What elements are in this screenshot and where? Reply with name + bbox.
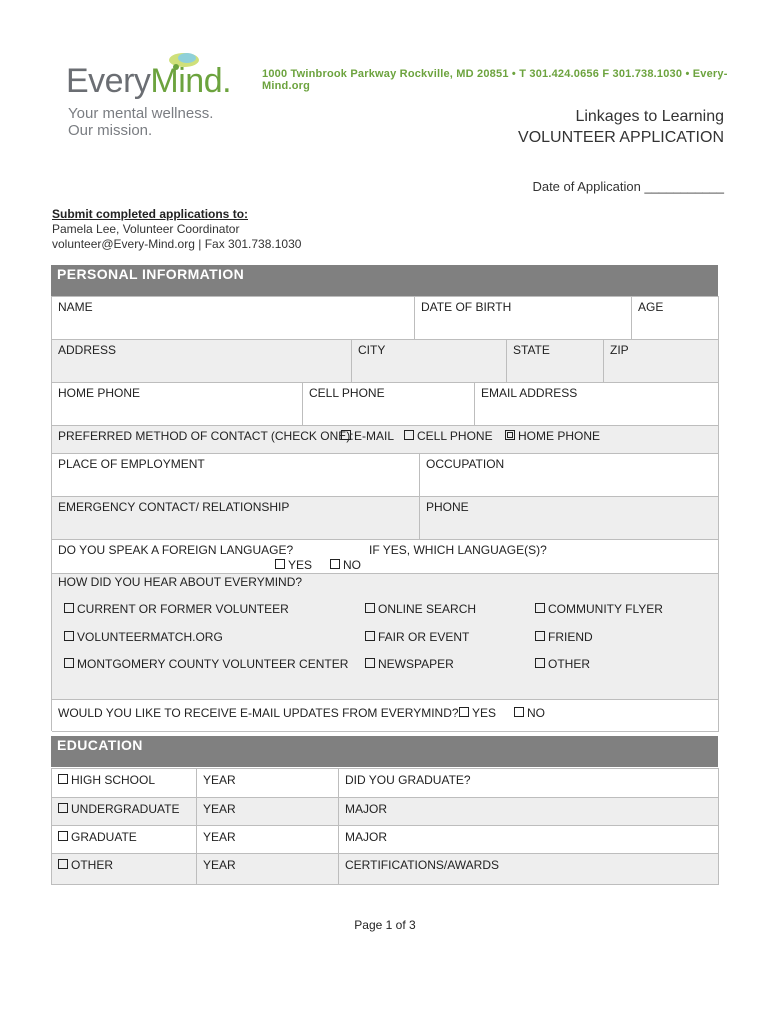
- updates-yes-checkbox[interactable]: YES: [459, 706, 496, 720]
- hear-about-label: HOW DID YOU HEAR ABOUT EVERYMIND?: [58, 575, 303, 589]
- submit-heading: Submit completed applications to:: [52, 207, 249, 221]
- hear-online-search-checkbox[interactable]: ONLINE SEARCH: [365, 602, 476, 616]
- checkbox-icon: [341, 430, 351, 440]
- edu-major-field[interactable]: MAJOR: [339, 798, 719, 826]
- contact-email-checkbox[interactable]: E-MAIL: [341, 429, 394, 443]
- address-field[interactable]: ADDRESS: [52, 340, 352, 383]
- edu-graduated-field[interactable]: DID YOU GRADUATE?: [339, 769, 719, 798]
- section-education: EDUCATION: [51, 736, 718, 767]
- page-number: Page 1 of 3: [354, 918, 416, 932]
- foreign-language-label: DO YOU SPEAK A FOREIGN LANGUAGE?: [58, 543, 294, 557]
- home-phone-field[interactable]: HOME PHONE: [52, 383, 303, 426]
- hear-newspaper-checkbox[interactable]: NEWSPAPER: [365, 657, 454, 671]
- hear-volunteermatch-checkbox[interactable]: VOLUNTEERMATCH.ORG: [64, 630, 223, 644]
- checkbox-icon: [58, 803, 68, 813]
- foreign-language-row: [52, 540, 719, 574]
- checkbox-icon: [505, 430, 515, 440]
- email-updates-row: [52, 700, 719, 732]
- contact-cell-checkbox[interactable]: CELL PHONE: [404, 429, 493, 443]
- checkbox-icon: [64, 658, 74, 668]
- everymind-logo: [66, 50, 266, 145]
- email-field[interactable]: EMAIL ADDRESS: [475, 383, 719, 426]
- email-updates-label: WOULD YOU LIKE TO RECEIVE E-MAIL UPDATES FROM EVERYMIND?: [58, 706, 459, 720]
- cell-phone-field[interactable]: CELL PHONE: [303, 383, 475, 426]
- hear-other-checkbox[interactable]: OTHER: [535, 657, 590, 671]
- checkbox-icon: [459, 707, 469, 717]
- hear-community-flyer-checkbox[interactable]: COMMUNITY FLYER: [535, 602, 663, 616]
- edu-year-field[interactable]: YEAR: [197, 854, 339, 885]
- hear-about-row: [52, 574, 719, 700]
- edu-year-field[interactable]: YEAR: [197, 769, 339, 798]
- checkbox-icon: [58, 859, 68, 869]
- dob-field[interactable]: DATE OF BIRTH: [415, 297, 632, 340]
- edu-year-field[interactable]: YEAR: [197, 798, 339, 826]
- tagline-line-2: Our mission.: [68, 122, 153, 139]
- checkbox-icon: [275, 559, 285, 569]
- checkbox-icon: [535, 631, 545, 641]
- city-field[interactable]: CITY: [352, 340, 507, 383]
- contact-address: 1000 Twinbrook Parkway Rockville, MD 20851 • T 301.424.0656 F 301.738.1030 • Every-Mind.org: [262, 68, 728, 92]
- zip-field[interactable]: ZIP: [604, 340, 719, 383]
- checkbox-icon: [58, 831, 68, 841]
- emergency-phone-field[interactable]: PHONE: [420, 497, 719, 540]
- age-field[interactable]: AGE: [632, 297, 719, 340]
- hear-mcvc-checkbox[interactable]: MONTGOMERY COUNTY VOLUNTEER CENTER: [64, 657, 348, 671]
- section-personal-information: PERSONAL INFORMATION: [51, 265, 718, 296]
- coordinator-contact: volunteer@Every-Mind.org | Fax 301.738.1030: [52, 237, 302, 251]
- checkbox-icon: [404, 430, 414, 440]
- form-title: VOLUNTEER APPLICATION: [518, 129, 724, 146]
- logo-wordmark: EveryMind.: [66, 62, 232, 100]
- tagline-line-1: Your mental wellness.: [68, 105, 214, 122]
- edu-level-graduate[interactable]: GRADUATE: [52, 826, 197, 854]
- checkbox-icon: [365, 631, 375, 641]
- checkbox-icon: [365, 603, 375, 613]
- name-field[interactable]: NAME: [52, 297, 415, 340]
- foreign-yes-checkbox[interactable]: YES: [275, 558, 312, 572]
- coordinator-name: Pamela Lee, Volunteer Coordinator: [52, 222, 240, 236]
- updates-no-checkbox[interactable]: NO: [514, 706, 545, 720]
- checkbox-icon: [535, 658, 545, 668]
- checkbox-icon: [535, 603, 545, 613]
- edu-year-field[interactable]: YEAR: [197, 826, 339, 854]
- date-of-application[interactable]: Date of Application ___________: [532, 179, 724, 194]
- hear-fair-event-checkbox[interactable]: FAIR OR EVENT: [365, 630, 469, 644]
- checkbox-icon: [330, 559, 340, 569]
- checkbox-icon: [514, 707, 524, 717]
- edu-major-field[interactable]: MAJOR: [339, 826, 719, 854]
- employment-field[interactable]: PLACE OF EMPLOYMENT: [52, 454, 420, 497]
- hear-current-volunteer-checkbox[interactable]: CURRENT OR FORMER VOLUNTEER: [64, 602, 289, 616]
- edu-level-undergraduate[interactable]: UNDERGRADUATE: [52, 798, 197, 826]
- emergency-contact-field[interactable]: EMERGENCY CONTACT/ RELATIONSHIP: [52, 497, 420, 540]
- checkbox-icon: [64, 631, 74, 641]
- which-language-field[interactable]: IF YES, WHICH LANGUAGE(S)?: [369, 543, 547, 557]
- checkbox-icon: [58, 774, 68, 784]
- preferred-contact-row: [52, 426, 719, 454]
- form-title-program: Linkages to Learning: [575, 108, 724, 125]
- checkbox-icon: [64, 603, 74, 613]
- occupation-field[interactable]: OCCUPATION: [420, 454, 719, 497]
- preferred-contact-label: PREFERRED METHOD OF CONTACT (CHECK ONE):: [58, 429, 354, 443]
- personal-form: [51, 296, 719, 731]
- hear-friend-checkbox[interactable]: FRIEND: [535, 630, 593, 644]
- edu-certifications-field[interactable]: CERTIFICATIONS/AWARDS: [339, 854, 719, 885]
- edu-level-other[interactable]: OTHER: [52, 854, 197, 885]
- contact-home-checkbox[interactable]: HOME PHONE: [505, 429, 600, 443]
- edu-level-high-school[interactable]: HIGH SCHOOL: [52, 769, 197, 798]
- foreign-no-checkbox[interactable]: NO: [330, 558, 361, 572]
- checkbox-icon: [365, 658, 375, 668]
- education-table: [51, 768, 719, 885]
- state-field[interactable]: STATE: [507, 340, 604, 383]
